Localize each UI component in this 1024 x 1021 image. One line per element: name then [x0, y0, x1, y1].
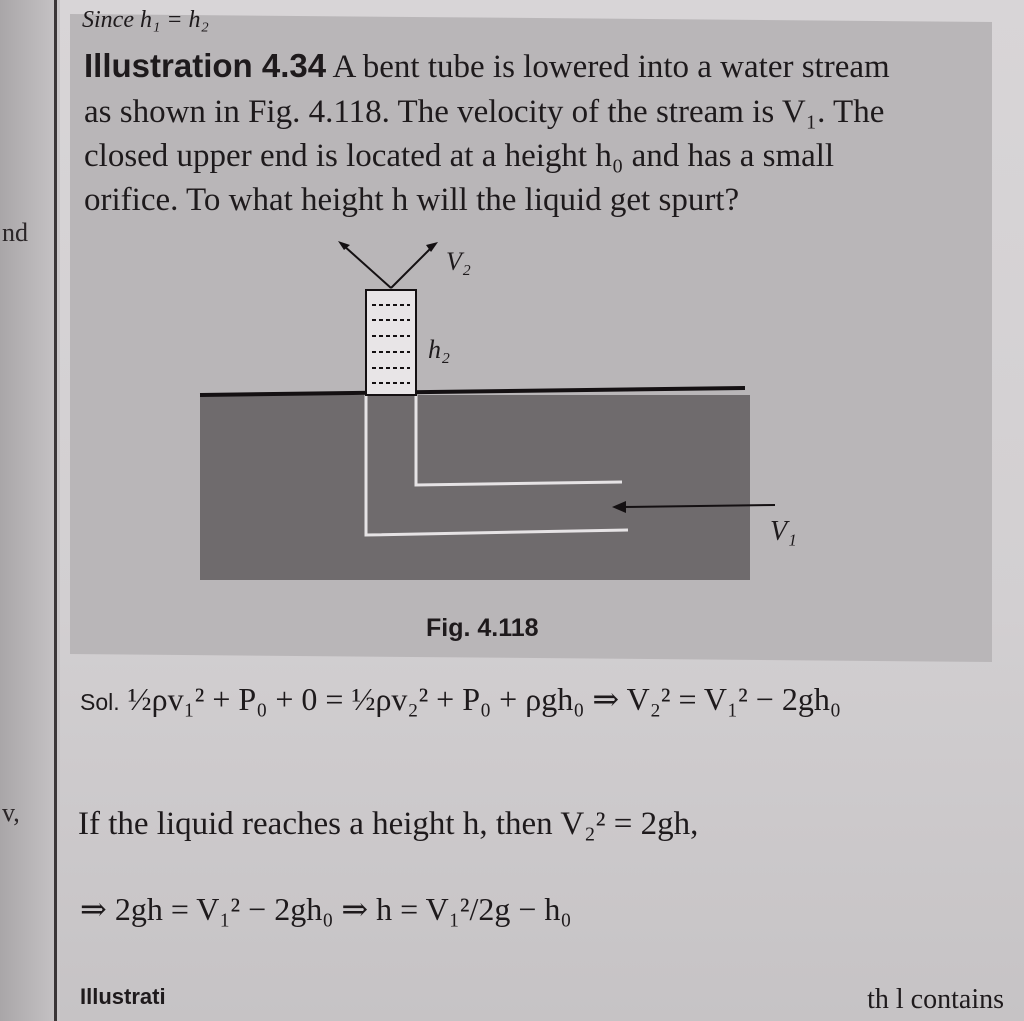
illustration-line-3: closed upper end is located at a height h₀ and has a small — [84, 138, 835, 174]
solution-prefix: Sol. — [80, 689, 120, 715]
footer-right-fragment: th l contains — [867, 984, 1004, 1015]
label-v2: V₂ — [446, 247, 471, 276]
illustration-text-1: A bent tube is lowered into a water stream — [332, 49, 890, 85]
previous-page-fragment-top: nd — [2, 218, 28, 247]
header-fragment: Since h₁ = h₂ — [82, 7, 209, 33]
illustration-label: Illustration 4.34 — [84, 47, 327, 84]
solution-line-2: If the liquid reaches a height h, then V₂² = 2gh, — [78, 806, 699, 842]
illustration-line-4: orifice. To what height h will the liquid get spurt? — [84, 182, 740, 218]
solution-equation-3: ⇒ 2gh = V₁² − 2gh₀ ⇒ h = V₁²/2g − h₀ — [80, 891, 572, 927]
previous-page-fragment-bottom: v, — [2, 798, 20, 827]
figure-caption: Fig. 4.118 — [426, 614, 539, 642]
label-v1: V₁ — [770, 516, 797, 547]
water-surface — [200, 388, 745, 395]
solution-equation-1 — [80, 680, 841, 718]
spurt-arrows — [343, 245, 433, 288]
footer-left-fragment: Illustrati — [80, 984, 166, 1009]
equation-1-text: ½ρv₁² + P₀ + 0 = ½ρv₂² + P₀ + ρgh₀ ⇒ V₂² = V₁² − 2gh₀ — [127, 681, 841, 717]
illustration-line-2: as shown in Fig. 4.118. The velocity of the stream is V₁. The — [84, 94, 885, 130]
label-h2: h₂ — [428, 335, 451, 364]
water-stream — [200, 395, 750, 580]
